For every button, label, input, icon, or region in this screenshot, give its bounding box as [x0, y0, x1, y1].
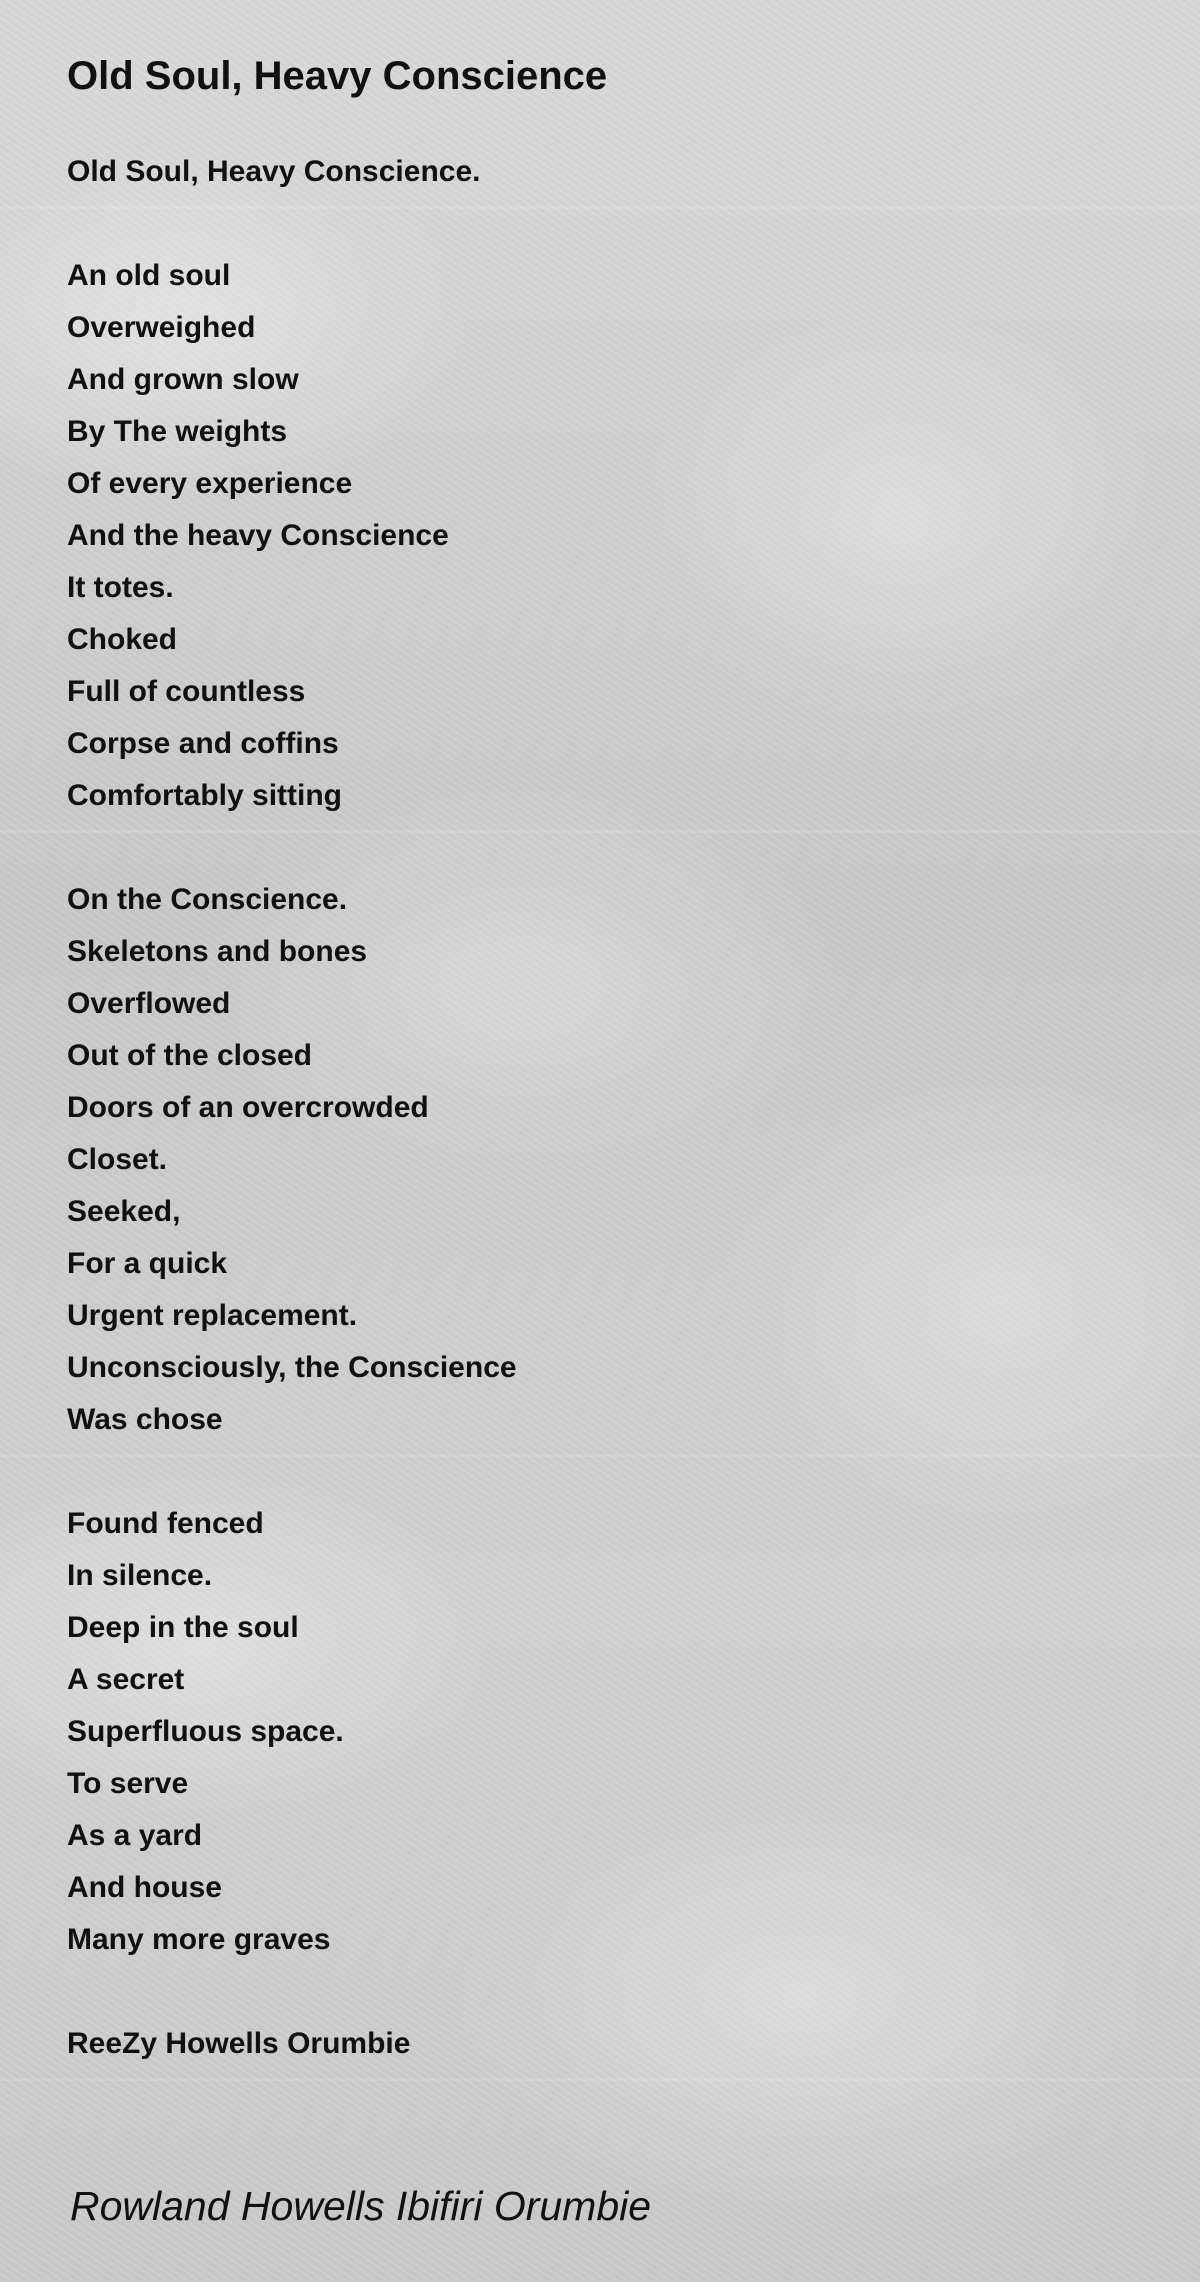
- poem-line: And the heavy Conscience: [67, 519, 449, 552]
- stanza-2: [67, 874, 1133, 1446]
- poem-subtitle: Old Soul, Heavy Conscience.: [67, 155, 481, 188]
- poem-line: Urgent replacement.: [67, 1299, 358, 1332]
- poem-byline: ReeZy Howells Orumbie: [67, 2027, 411, 2060]
- poem-line: It totes.: [67, 571, 174, 604]
- stanza-1: [67, 250, 1133, 822]
- poem-line: Many more graves: [67, 1923, 331, 1956]
- poem-line: In silence.: [67, 1559, 213, 1592]
- poem-line: Out of the closed: [67, 1039, 313, 1072]
- author-name: Rowland Howells Ibifiri Orumbie: [70, 2183, 652, 2229]
- poem-line: Overflowed: [67, 987, 231, 1020]
- poem-line: Seeked,: [67, 1195, 181, 1228]
- poem-line: An old soul: [67, 259, 231, 292]
- stanza-3: [67, 1498, 1133, 1966]
- poem-line: Skeletons and bones: [67, 935, 368, 968]
- poem-line: Closet.: [67, 1143, 168, 1176]
- poem-line: Superfluous space.: [67, 1715, 344, 1748]
- background-band-4: [0, 2078, 1200, 2081]
- poem-content: [67, 48, 1133, 2070]
- poem-line: Comfortably sitting: [67, 779, 342, 812]
- poem-line: Full of countless: [67, 675, 306, 708]
- poem-line: For a quick: [67, 1247, 228, 1280]
- poem-line: Was chose: [67, 1403, 223, 1436]
- poem-line: By The weights: [67, 415, 288, 448]
- poem-line: Choked: [67, 623, 178, 656]
- poem-line: And house: [67, 1871, 222, 1904]
- poem-line: As a yard: [67, 1819, 203, 1852]
- poem-line: On the Conscience.: [67, 883, 348, 916]
- poem-line: And grown slow: [67, 363, 299, 396]
- poem-line: Of every experience: [67, 467, 353, 500]
- poem-line: To serve: [67, 1767, 189, 1800]
- poem-title: Old Soul, Heavy Conscience: [67, 54, 608, 98]
- poem-line: Found fenced: [67, 1507, 264, 1540]
- poem-line: A secret: [67, 1663, 185, 1696]
- poem-line: Overweighed: [67, 311, 256, 344]
- poem-line: Unconsciously, the Conscience: [67, 1351, 517, 1384]
- poem-line: Deep in the soul: [67, 1611, 299, 1644]
- poem-line: Corpse and coffins: [67, 727, 339, 760]
- poem-line: Doors of an overcrowded: [67, 1091, 429, 1124]
